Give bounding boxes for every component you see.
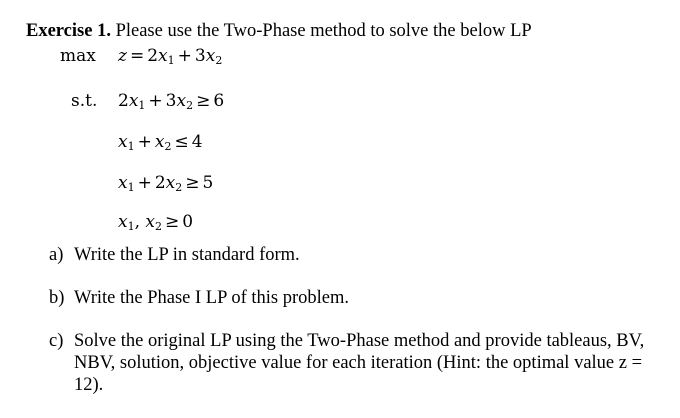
exercise-instruction: Please use the Two-Phase method to solve the below LP [115,21,532,41]
nonnegativity-constraint: $x_1$, $x_2 \ge 0$ [118,212,194,233]
objective-sense: max [60,46,96,66]
question-text: Write the Phase I LP of this problem. [74,288,349,308]
question-a [49,244,649,266]
question-text: Write the LP in standard form. [74,245,300,265]
constraint-2: $x_1 + x_2 \le 4$ [118,132,203,153]
subject-to-label: s.t. [71,91,98,111]
constraint-3: $x_1 + 2x_2 \ge 5$ [118,173,214,194]
question-c [49,330,649,396]
question-letter: a) [49,245,64,265]
question-letter: b) [49,288,65,308]
question-text: Solve the original LP using the Two-Phase method and provide tableaus, BV, NBV, solution, objective value for each iteration (Hint: the optimal value z = 12). [74,331,645,395]
question-letter: c) [49,331,64,351]
question-b [49,287,649,309]
constraint-1: $2x_1 + 3x_2 \ge 6$ [118,91,225,112]
exercise-label: Exercise 1. [26,21,111,41]
objective-function: $z = 2x_1 + 3x_2$ [118,46,223,67]
exercise-heading [26,19,532,43]
